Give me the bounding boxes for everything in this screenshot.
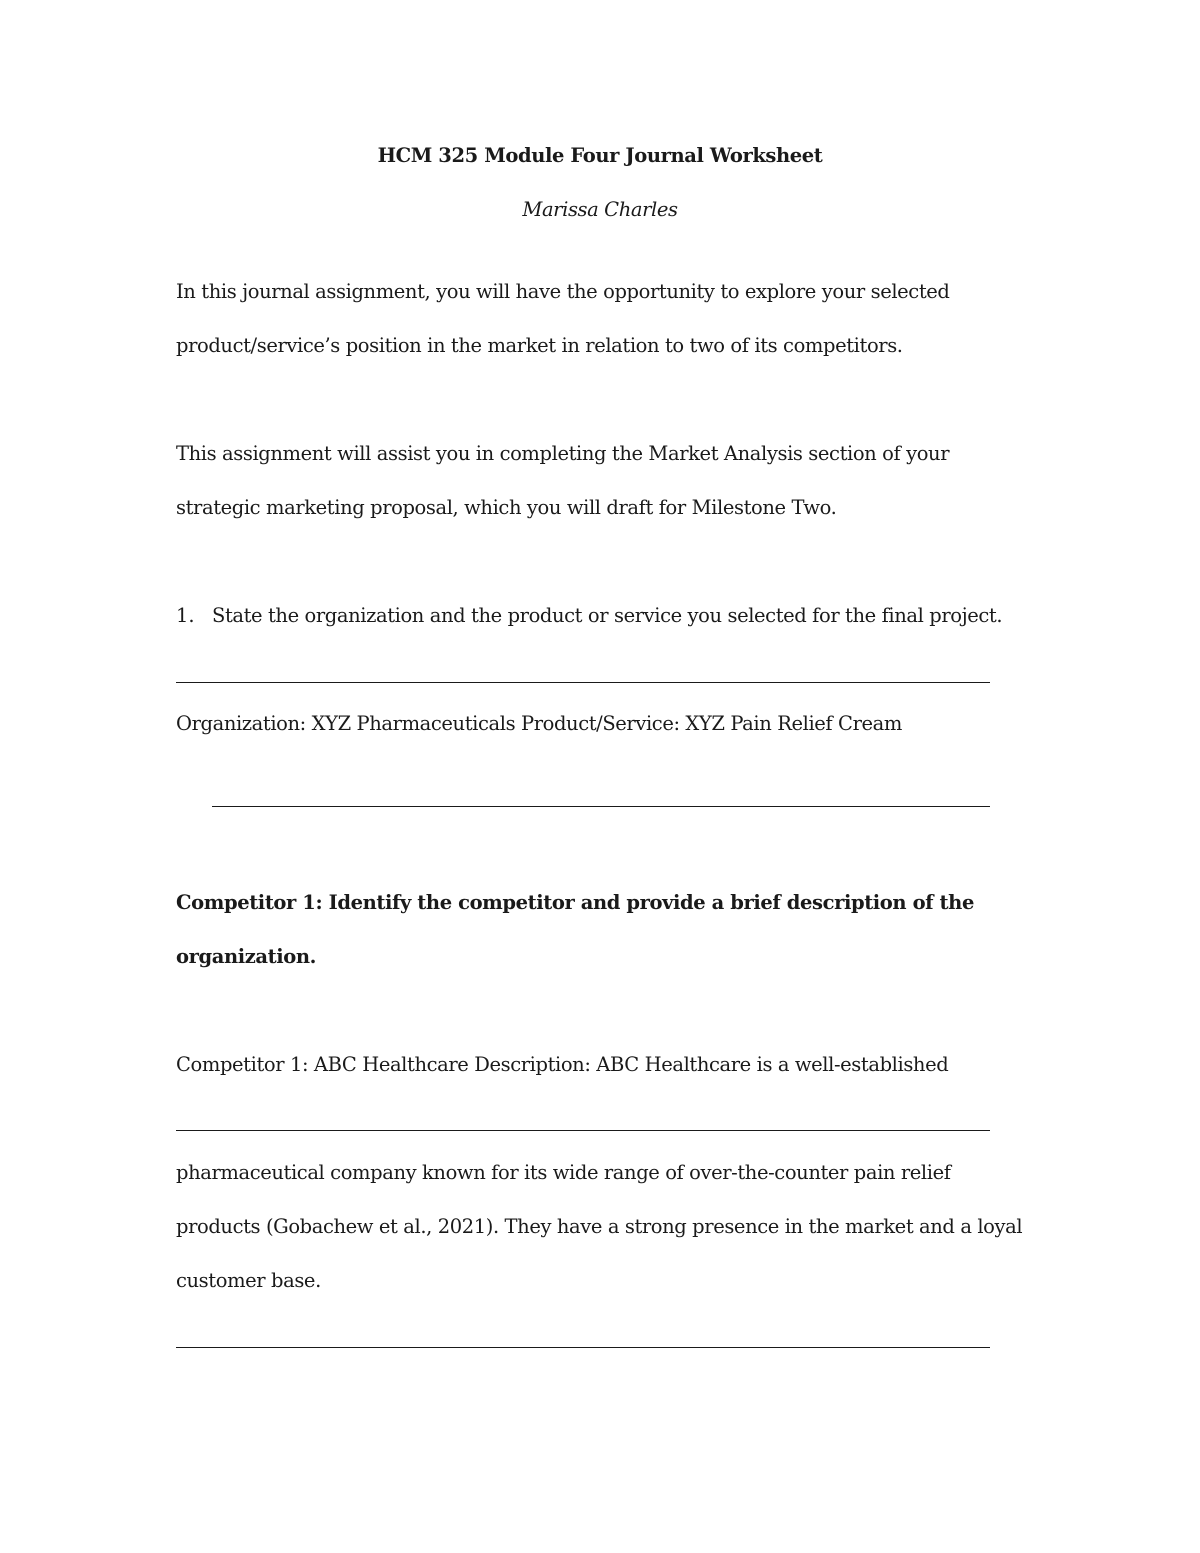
competitor-1-answer-line-2: pharmaceutical company known for its wide range of over-the-counter pain relief (176, 1161, 951, 1184)
purpose-line-1: This assignment will assist you in completing the Market Analysis section of your (176, 442, 950, 465)
question-1-number: 1. (176, 604, 195, 627)
answer-line (176, 1347, 990, 1348)
competitor-1-answer-line-3: products (Gobachew et al., 2021). They have a strong presence in the market and a loyal (176, 1215, 1023, 1238)
author-name: Marissa Charles (522, 198, 678, 221)
intro-line-1: In this journal assignment, you will have the opportunity to explore your selected (176, 280, 950, 303)
document-title: HCM 325 Module Four Journal Worksheet (377, 144, 823, 167)
purpose-line-2: strategic marketing proposal, which you will draft for Milestone Two. (176, 496, 837, 519)
answer-line (176, 1130, 990, 1131)
question-1-text: State the organization and the product or service you selected for the final project. (212, 604, 1003, 627)
answer-line (212, 806, 990, 807)
answer-line (176, 682, 990, 683)
answer-1-text: Organization: XYZ Pharmaceuticals Product/Service: XYZ Pain Relief Cream (176, 712, 902, 735)
competitor-1-prompt-line-2: organization. (176, 945, 317, 968)
competitor-1-prompt-line-1: Competitor 1: Identify the competitor and provide a brief description of the (176, 891, 974, 914)
intro-line-2: product/service’s position in the market in relation to two of its competitors. (176, 334, 903, 357)
competitor-1-answer-line-1: Competitor 1: ABC Healthcare Description: ABC Healthcare is a well-established (176, 1053, 949, 1076)
competitor-1-answer-line-4: customer base. (176, 1269, 321, 1292)
